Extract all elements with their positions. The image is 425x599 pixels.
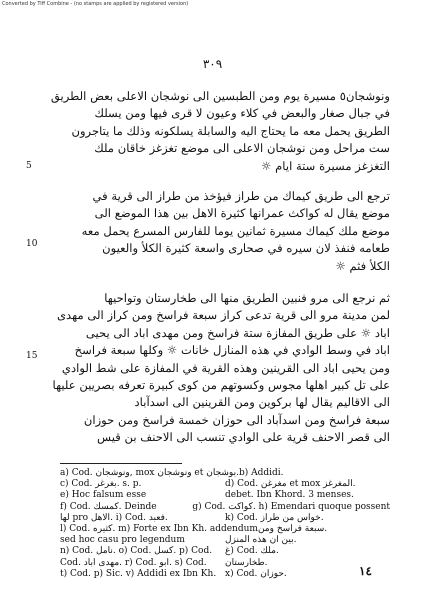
footnote-left: sed hoc casu pro legendum (60, 535, 185, 546)
footnote-row (60, 535, 390, 546)
text-line: طعامه فنفذ لان سيره في صحارى واسعة كثيرة الكلأ والعيون (102, 241, 390, 256)
footnote-left: e) Hoc falsum esse (60, 490, 147, 501)
footnote-row (60, 558, 390, 569)
text-line: ترجع الى طريق كيماك من طراز فيؤخذ من طراز الى قرية في (92, 189, 390, 203)
text-line: على تل كبير اهلها مجوس وكسوتهم من كوى كبيرة تعرفه بصريين عليها (52, 377, 390, 392)
text-line: الى الاقاليم يقال لها بركوين ومن القرينين الى اسدآباد (134, 395, 390, 410)
footnote-right: بين ان هذه المنزل. (225, 535, 297, 546)
text-line: موضع ملك كيماك مسيرة ثمانين يوما للفارس المسرع يحمل معه (81, 223, 390, 238)
text-line: اباد في وسط الوادي في هذه المنازل خانات ☼ وكلها سبعة فراسخ (74, 343, 390, 358)
footnote-left: t) Cod. p) Sic. v) Addidi ex Ibn Kh. (60, 568, 217, 579)
footnote-right: سبعة فراسخ ومن. (257, 524, 328, 535)
text-line: سبعة فراسخ ومن اسدآباد الى حوزان خمسة فراسخ ومن حوزان (83, 412, 390, 427)
footnote-row (60, 490, 390, 501)
line-number-15: 15 (26, 351, 38, 361)
footnote-row (60, 513, 390, 524)
footnote-right: x) Cod. حوزان. (225, 568, 287, 579)
text-line: الطريق يحمل معه ما يحتاج اليه والسابلة يسلكونه وذلك ما يتاجرون (71, 123, 390, 138)
footnote-right: b) Addidi. (238, 468, 284, 478)
footnote-left: لها pro الاهل. i) Cod. فعبد. (60, 512, 168, 523)
text-line: في جبال صغار والبعض في كلاء وعيون لا قرى فيها ومن يسلك (94, 106, 390, 121)
footnote-row (60, 524, 390, 535)
text-line: الى قصر الاحنف قرية على الوادي تنسب الى الاحنف بن قيس (96, 430, 390, 445)
text-line: التغزغز مسيرة ستة ايام ☼ (261, 158, 390, 173)
arabic-paragraph-2 (50, 188, 390, 275)
footnote-row (60, 502, 390, 513)
footnote-left: a) Cod. ونوشجان, mox ونوشجان et بوشجان. (60, 468, 239, 478)
text-line: ثم نرجع الى مرو فنبين الطريق منها الى طخارستان وتواحيها (104, 291, 390, 305)
text-line: ومن يحيى اباد الى القرينين وهذه القرية في المفازة على شط الوادي (61, 360, 390, 375)
arabic-paragraph-1 (50, 88, 390, 175)
footnote-right: طخارستان. (225, 557, 268, 568)
footnote-right: غ) Cod. ملك. (225, 546, 279, 557)
line-number-5: 5 (26, 161, 32, 171)
text-line: ونوشجان٥ مسيرة يوم ومن الطبسين الى نوشجان الاعلى بعض الطريق (50, 89, 390, 103)
footnote-row (60, 468, 390, 479)
footnote-left: Cod. مهدى اباد. r) Cod. ابو. s) Cod. (60, 557, 207, 568)
footnotes (60, 468, 390, 580)
footnote-row (60, 546, 390, 557)
footnote-left: f) Cod. كمسك. Deinde (60, 501, 157, 512)
footnote-right: d) Cod. مغرغن et mox المغرغز. (225, 479, 356, 490)
footnote-row (60, 479, 390, 490)
footnote-right: k) Cod. خواس من طراز. (225, 512, 324, 523)
footnote-left: c) Cod. بغرغر. s. p. (60, 479, 142, 490)
text-line: ست مراحل ومن نوشجان الاعلى الى موضع تغزغز خاقان ملك (94, 141, 390, 156)
conversion-banner: Converted by Tiff Combine - (no stamps are applied by registered version) (2, 1, 189, 7)
footnote-right: debet. Ibn Khord. 3 menses. (225, 490, 354, 501)
footnote-left: l) Cod. كثيره. m) Forte ex Ibn Kh. addendum (60, 524, 258, 535)
page-number: ٣٠٩ (202, 57, 223, 71)
footnote-divider (60, 463, 182, 464)
text-line: اباد ☼ على طريق المفازة ستة فراسخ ومن مهدى اباد الى يحيى (85, 325, 390, 340)
footnote-row (60, 569, 390, 580)
text-line: لمن مدينة مرو الى قرية تدعى كراز سبعة فراسخ ومن كراز الى مهدى (56, 308, 390, 323)
arabic-paragraph-3 (50, 290, 390, 447)
text-line: الكلأ فثم ☼ (335, 258, 390, 273)
footnote-right: g) Cod. كواكت. h) Emendari quoque possent (192, 501, 390, 512)
line-number-10: 10 (26, 239, 38, 249)
footnote-left: n) Cod. نامل. o) Cod. كسل. p) Cod. (60, 546, 213, 557)
text-line: موضع يقال له كواكث عمرانها كثيرة الاهل بين هذا الموضع الى (94, 206, 390, 221)
signature-mark: ١٤ (359, 564, 372, 578)
